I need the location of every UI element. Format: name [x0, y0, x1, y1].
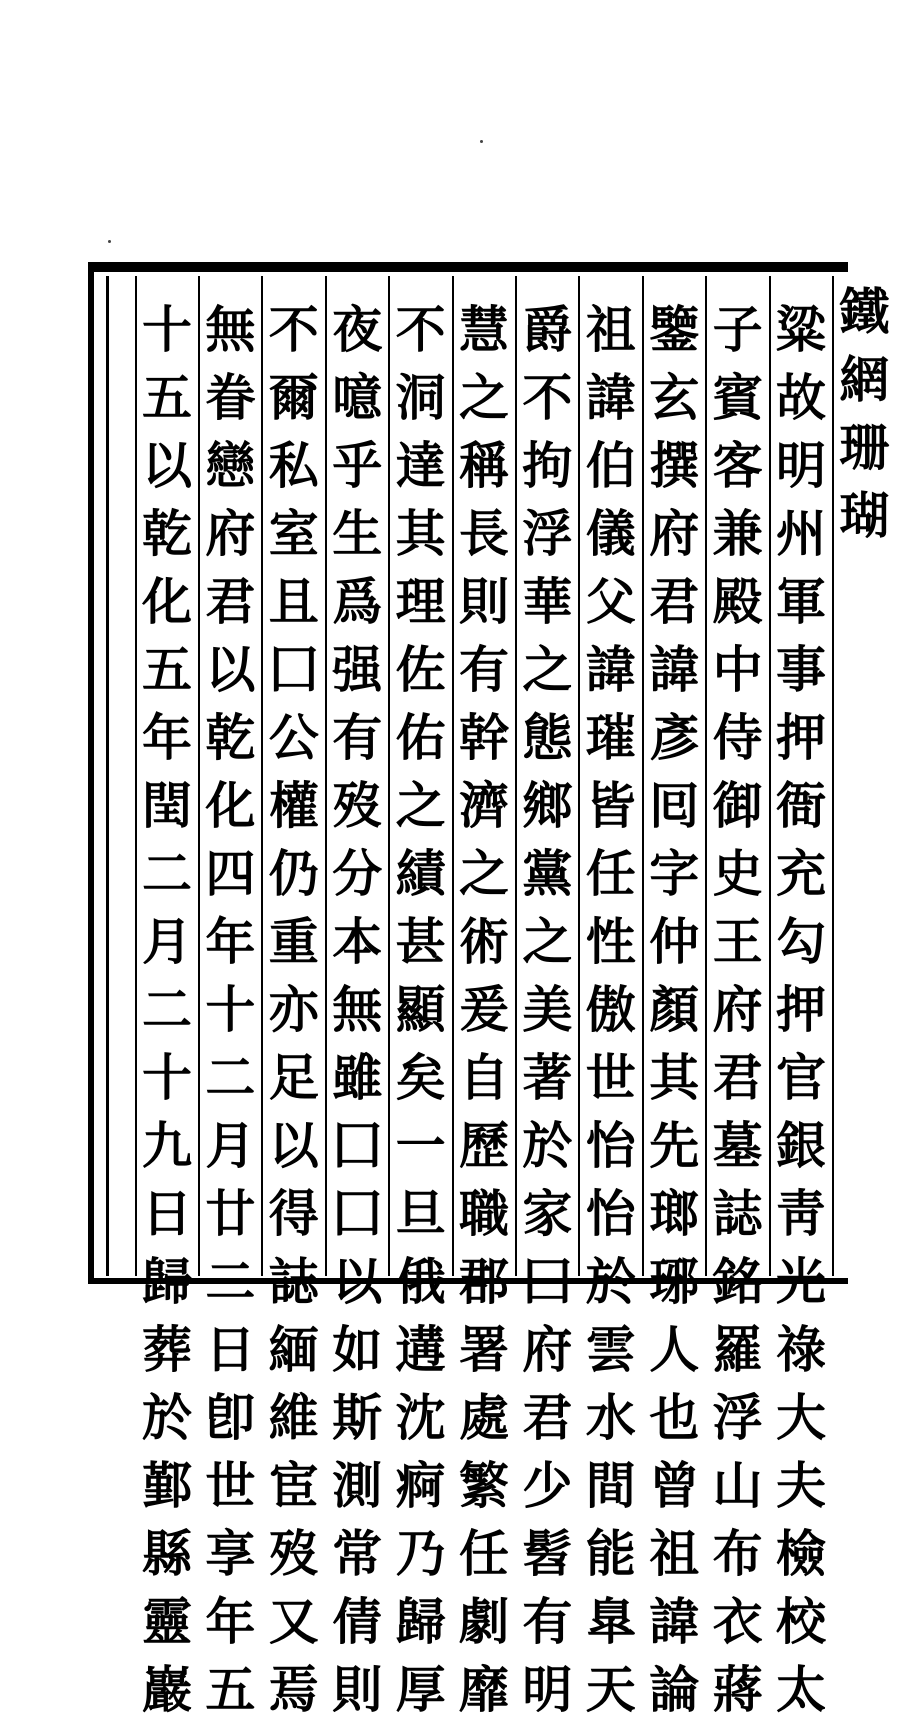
character: 月: [205, 1116, 256, 1175]
character: 其: [395, 504, 446, 563]
character: 日: [205, 1320, 256, 1379]
character: 歸: [142, 1252, 192, 1311]
character: 先: [649, 1116, 700, 1175]
character: 府: [205, 504, 256, 563]
character: 浮: [712, 1388, 763, 1447]
character: 私: [268, 436, 319, 495]
character: 囗: [522, 1252, 573, 1311]
character: 伯: [585, 436, 636, 495]
character: 績: [395, 844, 446, 903]
character: 夜: [332, 300, 383, 359]
character: 則: [332, 1660, 383, 1719]
character: 靈: [142, 1592, 192, 1651]
character: 幹: [459, 708, 509, 767]
character: 皆: [585, 776, 636, 835]
character: 不: [395, 300, 446, 359]
character: 佐: [395, 640, 446, 699]
character: 化: [205, 776, 256, 835]
character: 以: [142, 436, 192, 495]
character: 閏: [142, 776, 192, 835]
character: 校: [776, 1592, 826, 1651]
character: 焉: [268, 1660, 319, 1719]
character: 雖: [332, 1048, 383, 1107]
character: 琊: [649, 1252, 700, 1311]
character: 重: [268, 912, 319, 971]
character: 拘: [522, 436, 573, 495]
character: 於: [585, 1252, 636, 1311]
character: 府: [712, 980, 763, 1039]
column-text: [649, 296, 699, 1724]
header-character: 鐵: [839, 282, 890, 341]
character: 劇: [459, 1592, 509, 1651]
character: 之: [522, 640, 573, 699]
character: 玄: [649, 368, 700, 427]
character: 祖: [585, 300, 636, 359]
character: 爵: [522, 300, 573, 359]
character: 宦: [268, 1456, 319, 1515]
character: 之: [459, 368, 509, 427]
text-column: [199, 296, 261, 1724]
character: 五: [142, 640, 192, 699]
character: 押: [776, 980, 826, 1039]
character: 又: [268, 1592, 319, 1651]
character: 之: [522, 912, 573, 971]
character: 府: [649, 504, 700, 563]
character: 且: [268, 572, 319, 631]
character: 父: [585, 572, 636, 631]
character: 乾: [142, 504, 192, 563]
character: 葬: [142, 1320, 192, 1379]
character: 顯: [395, 980, 446, 1039]
character: 墓: [712, 1116, 763, 1175]
text-column: [580, 296, 642, 1724]
character: 兼: [712, 504, 763, 563]
character: 二: [142, 844, 192, 903]
character: 布: [712, 1524, 763, 1583]
character: 天: [585, 1660, 636, 1719]
character: 乎: [332, 436, 383, 495]
ink-speck: [480, 140, 483, 143]
character: 年: [142, 708, 192, 767]
character: 侍: [712, 708, 763, 767]
character: 太: [776, 1660, 826, 1719]
character: 歿: [268, 1524, 319, 1583]
character: 五: [142, 368, 192, 427]
character: 佑: [395, 708, 446, 767]
character: 事: [776, 640, 826, 699]
column-text: [586, 296, 636, 1724]
character: 人: [649, 1320, 700, 1379]
character: 緬: [268, 1320, 319, 1379]
character: 達: [395, 436, 446, 495]
character: 旦: [395, 1184, 446, 1243]
character: 殿: [712, 572, 763, 631]
character: 大: [776, 1388, 826, 1447]
character: 君: [649, 572, 700, 631]
character: 室: [268, 504, 319, 563]
character: 巖: [142, 1660, 192, 1719]
character: 誌: [268, 1252, 319, 1311]
character: 銀: [776, 1116, 826, 1175]
character: 鄞: [142, 1456, 192, 1515]
character: 論: [649, 1660, 700, 1719]
character: 華: [522, 572, 573, 631]
character: 一: [395, 1116, 446, 1175]
character: 署: [459, 1320, 509, 1379]
character: 客: [712, 436, 763, 495]
character: 押: [776, 708, 826, 767]
header-character: 瑚: [839, 486, 890, 545]
character: 縣: [142, 1524, 192, 1583]
character: 爲: [332, 572, 383, 631]
character: 臯: [585, 1592, 636, 1651]
character: 年: [205, 912, 256, 971]
column-text: [459, 296, 509, 1724]
character: 賓: [712, 368, 763, 427]
character: 以: [332, 1252, 383, 1311]
character: 十: [205, 980, 256, 1039]
column-text: [269, 296, 319, 1724]
character: 無: [332, 980, 383, 1039]
character: 於: [142, 1388, 192, 1447]
character: 仍: [268, 844, 319, 903]
character: 郡: [459, 1252, 509, 1311]
character: 乃: [395, 1524, 446, 1583]
character: 二: [205, 1252, 256, 1311]
character: 卽: [205, 1388, 256, 1447]
character: 有: [522, 1592, 573, 1651]
character: 傲: [585, 980, 636, 1039]
character: 之: [395, 776, 446, 835]
character: 爾: [268, 368, 319, 427]
header-character: 珊: [839, 418, 890, 477]
character: 長: [459, 504, 509, 563]
character: 有: [332, 708, 383, 767]
character: 遘: [395, 1320, 446, 1379]
character: 性: [585, 912, 636, 971]
character: 甚: [395, 912, 446, 971]
character: 曾: [649, 1456, 700, 1515]
character: 以: [205, 640, 256, 699]
character: 君: [712, 1048, 763, 1107]
character: 無: [205, 300, 256, 359]
character: 水: [585, 1388, 636, 1447]
character: 府: [522, 1320, 573, 1379]
character: 髫: [522, 1524, 573, 1583]
character: 璀: [585, 708, 636, 767]
character: 則: [459, 572, 509, 631]
character: 沈: [395, 1388, 446, 1447]
character: 亦: [268, 980, 319, 1039]
character: 十: [142, 1048, 192, 1107]
character: 九: [142, 1116, 192, 1175]
text-column: [643, 296, 705, 1724]
character: 倩: [332, 1592, 383, 1651]
character: 年: [205, 1592, 256, 1651]
character: 雲: [585, 1320, 636, 1379]
column-text: [522, 296, 572, 1724]
column-text: [142, 296, 192, 1724]
character: 諱: [649, 640, 700, 699]
character: 能: [585, 1524, 636, 1583]
ink-speck: [108, 240, 111, 243]
character: 二: [142, 980, 192, 1039]
character: 史: [712, 844, 763, 903]
character: 粱: [776, 300, 826, 359]
character: 公: [268, 708, 319, 767]
text-column: [707, 296, 769, 1724]
character: 繁: [459, 1456, 509, 1515]
header-character: 網: [839, 350, 890, 409]
character: 也: [649, 1388, 700, 1447]
character: 生: [332, 504, 383, 563]
column-text: [776, 296, 826, 1724]
character: 俄: [395, 1252, 446, 1311]
character: 囗: [332, 1116, 383, 1175]
character: 明: [522, 1660, 573, 1719]
character: 二: [205, 1048, 256, 1107]
character: 以: [268, 1116, 319, 1175]
character: 歿: [332, 776, 383, 835]
character: 有: [459, 640, 509, 699]
character: 間: [585, 1456, 636, 1515]
character: 月: [142, 912, 192, 971]
character: 矣: [395, 1048, 446, 1107]
character: 諱: [585, 368, 636, 427]
character: 著: [522, 1048, 573, 1107]
character: 鄉: [522, 776, 573, 835]
text-column: [263, 296, 325, 1724]
character: 常: [332, 1524, 383, 1583]
character: 噫: [332, 368, 383, 427]
character: 彥: [649, 708, 700, 767]
character: 得: [268, 1184, 319, 1243]
character: 銘: [712, 1252, 763, 1311]
character: 濟: [459, 776, 509, 835]
character: 勾: [776, 912, 826, 971]
character: 眷: [205, 368, 256, 427]
text-column: [136, 296, 198, 1724]
character: 州: [776, 504, 826, 563]
text-column: [770, 296, 832, 1724]
character: 乾: [205, 708, 256, 767]
character: 分: [332, 844, 383, 903]
character: 仲: [649, 912, 700, 971]
character: 靡: [459, 1660, 509, 1719]
character: 理: [395, 572, 446, 631]
character: 本: [332, 912, 383, 971]
character: 世: [585, 1048, 636, 1107]
character: 自: [459, 1048, 509, 1107]
character: 王: [712, 912, 763, 971]
character: 黨: [522, 844, 573, 903]
text-column: [453, 296, 515, 1724]
running-header: [833, 278, 895, 550]
character: 顏: [649, 980, 700, 1039]
character: 浮: [522, 504, 573, 563]
character: 爰: [459, 980, 509, 1039]
character: 享: [205, 1524, 256, 1583]
character: 職: [459, 1184, 509, 1243]
character: 世: [205, 1456, 256, 1515]
character: 撰: [649, 436, 700, 495]
character: 故: [776, 368, 826, 427]
character: 中: [712, 640, 763, 699]
character: 强: [332, 640, 383, 699]
character: 不: [522, 368, 573, 427]
character: 四: [205, 844, 256, 903]
character: 檢: [776, 1524, 826, 1583]
character: 怡: [585, 1116, 636, 1175]
character: 態: [522, 708, 573, 767]
column-text: [713, 296, 763, 1724]
character: 祿: [776, 1320, 826, 1379]
character: 斯: [332, 1388, 383, 1447]
character: 鑒: [649, 300, 700, 359]
character: 少: [522, 1456, 573, 1515]
character: 瑯: [649, 1184, 700, 1243]
character: 十: [142, 300, 192, 359]
character: 五: [205, 1660, 256, 1719]
character: 測: [332, 1456, 383, 1515]
character: 軍: [776, 572, 826, 631]
character: 歷: [459, 1116, 509, 1175]
character: 囗: [268, 640, 319, 699]
character: 君: [522, 1388, 573, 1447]
character: 慧: [459, 300, 509, 359]
column-text: [205, 296, 255, 1724]
character: 光: [776, 1252, 826, 1311]
character: 充: [776, 844, 826, 903]
text-column: [390, 296, 452, 1724]
text-column: [326, 296, 388, 1724]
character: 怡: [585, 1184, 636, 1243]
character: 歸: [395, 1592, 446, 1651]
character: 厚: [395, 1660, 446, 1719]
character: 日: [142, 1184, 192, 1243]
character: 諱: [649, 1592, 700, 1651]
character: 化: [142, 572, 192, 631]
character: 衙: [776, 776, 826, 835]
character: 子: [712, 300, 763, 359]
character: 如: [332, 1320, 383, 1379]
character: 儀: [585, 504, 636, 563]
character: 靑: [776, 1184, 826, 1243]
character: 字: [649, 844, 700, 903]
character: 諱: [585, 640, 636, 699]
text-column: [516, 296, 578, 1724]
character: 羅: [712, 1320, 763, 1379]
character: 稱: [459, 436, 509, 495]
character: 蔣: [712, 1660, 763, 1719]
character: 囘: [649, 776, 700, 835]
character: 山: [712, 1456, 763, 1515]
character: 痾: [395, 1456, 446, 1515]
character: 其: [649, 1048, 700, 1107]
character: 處: [459, 1388, 509, 1447]
column-text: [396, 296, 446, 1724]
character: 囗: [332, 1184, 383, 1243]
character: 足: [268, 1048, 319, 1107]
character: 於: [522, 1116, 573, 1175]
character: 維: [268, 1388, 319, 1447]
character: 廿: [205, 1184, 256, 1243]
character: 術: [459, 912, 509, 971]
character: 官: [776, 1048, 826, 1107]
character: 御: [712, 776, 763, 835]
character: 衣: [712, 1592, 763, 1651]
character: 君: [205, 572, 256, 631]
character: 夫: [776, 1456, 826, 1515]
character: 任: [585, 844, 636, 903]
character: 明: [776, 436, 826, 495]
character: 家: [522, 1184, 573, 1243]
character: 祖: [649, 1524, 700, 1583]
character: 美: [522, 980, 573, 1039]
character: 之: [459, 844, 509, 903]
character: 權: [268, 776, 319, 835]
character: 任: [459, 1524, 509, 1583]
character: 洞: [395, 368, 446, 427]
character: 不: [268, 300, 319, 359]
frame-inner-border: [106, 276, 109, 1276]
character: 戀: [205, 436, 256, 495]
character: 誌: [712, 1184, 763, 1243]
column-text: [332, 296, 382, 1724]
